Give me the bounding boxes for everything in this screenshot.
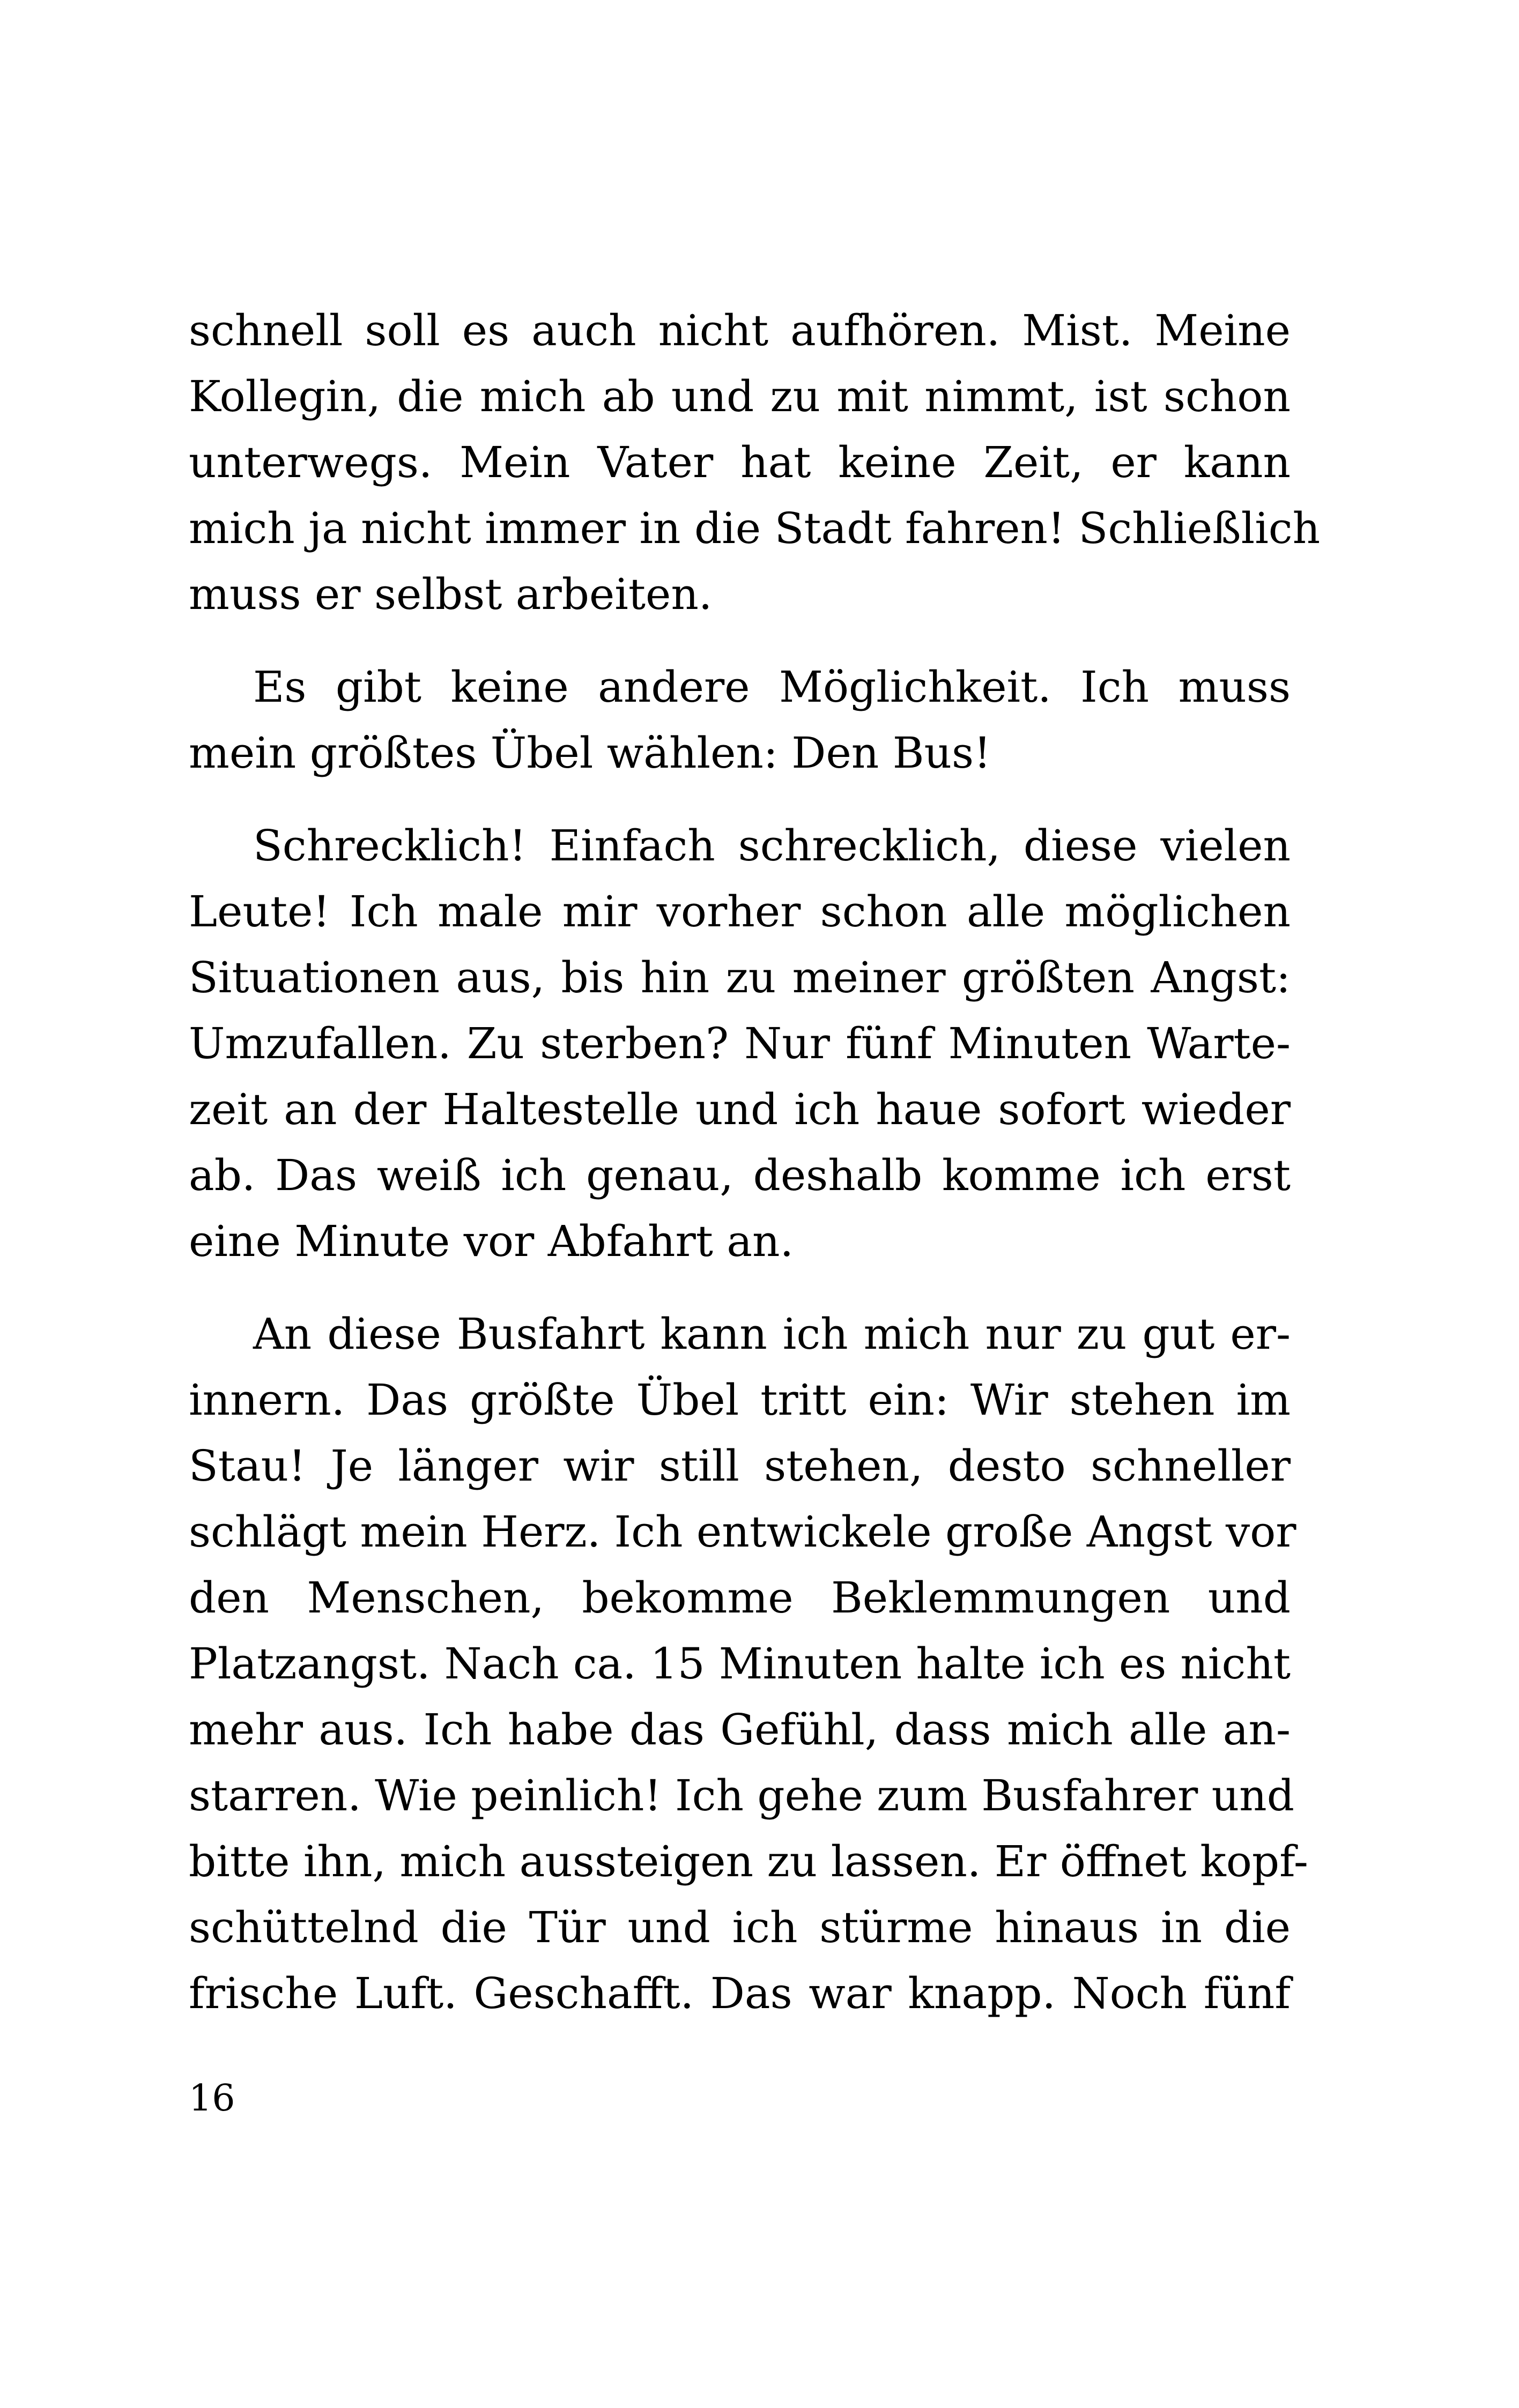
text-line: An diese Busfahrt kann ich mich nur zu gut er- [253, 1309, 1291, 1359]
text-line: bitte ihn, mich aussteigen zu lassen. Er öffnet kopf- [189, 1837, 1308, 1886]
text-line: muss er selbst arbeiten. [189, 569, 713, 619]
text-line: ab. Das weiß ich genau, deshalb komme ich erst [189, 1150, 1291, 1200]
text-line: schnell soll es auch nicht aufhören. Mist. Meine [189, 306, 1291, 355]
paragraph [189, 654, 1291, 786]
paragraph [189, 813, 1291, 1274]
text-line: frische Luft. Geschafft. Das war knapp. Noch fünf [189, 1968, 1291, 2018]
text-line: den Menschen, bekomme Beklemmungen und [189, 1573, 1291, 1623]
body-text [189, 298, 1321, 2026]
text-line: Umzufallen. Zu sterben? Nur fünf Minuten Warte- [189, 1019, 1291, 1068]
text-line: Platzangst. Nach ca. 15 Minuten halte ich es nicht [189, 1639, 1291, 1689]
text-line: Situationen aus, bis hin zu meiner größten Angst: [189, 953, 1291, 1002]
paragraph-gap [189, 786, 1291, 813]
text-line: mehr aus. Ich habe das Gefühl, dass mich alle an- [189, 1705, 1291, 1755]
text-line: Stau! Je länger wir still stehen, desto schneller [189, 1441, 1291, 1491]
text-line: Leute! Ich male mir vorher schon alle möglichen [189, 887, 1291, 937]
text-line: schüttelnd die Tür und ich stürme hinaus in die [189, 1902, 1291, 1952]
text-line: schlägt mein Herz. Ich entwickele große Angst vor [189, 1507, 1296, 1557]
text-line: Schrecklich! Einfach schrecklich, diese vielen [253, 821, 1291, 871]
text-line: starren. Wie peinlich! Ich gehe zum Busfahrer und [189, 1771, 1294, 1820]
text-line: Kollegin, die mich ab und zu mit nimmt, ist schon [189, 371, 1291, 421]
paragraph [189, 298, 1321, 627]
text-line: zeit an der Haltestelle und ich haue sofort wieder [189, 1084, 1291, 1134]
text-line: Es gibt keine andere Möglichkeit. Ich muss [253, 662, 1291, 712]
text-line: mich ja nicht immer in die Stadt fahren! Schließlich [189, 503, 1321, 553]
text-line: mein größtes Übel wählen: Den Bus! [189, 728, 991, 778]
text-line: innern. Das größte Übel tritt ein: Wir stehen im [189, 1375, 1291, 1425]
text-line: unterwegs. Mein Vater hat keine Zeit, er kann [189, 437, 1291, 487]
page-number: 16 [189, 2077, 235, 2120]
paragraph-gap [189, 627, 1291, 654]
paragraph [189, 1301, 1308, 2026]
paragraph-gap [189, 1274, 1291, 1301]
text-line: eine Minute vor Abfahrt an. [189, 1216, 794, 1266]
